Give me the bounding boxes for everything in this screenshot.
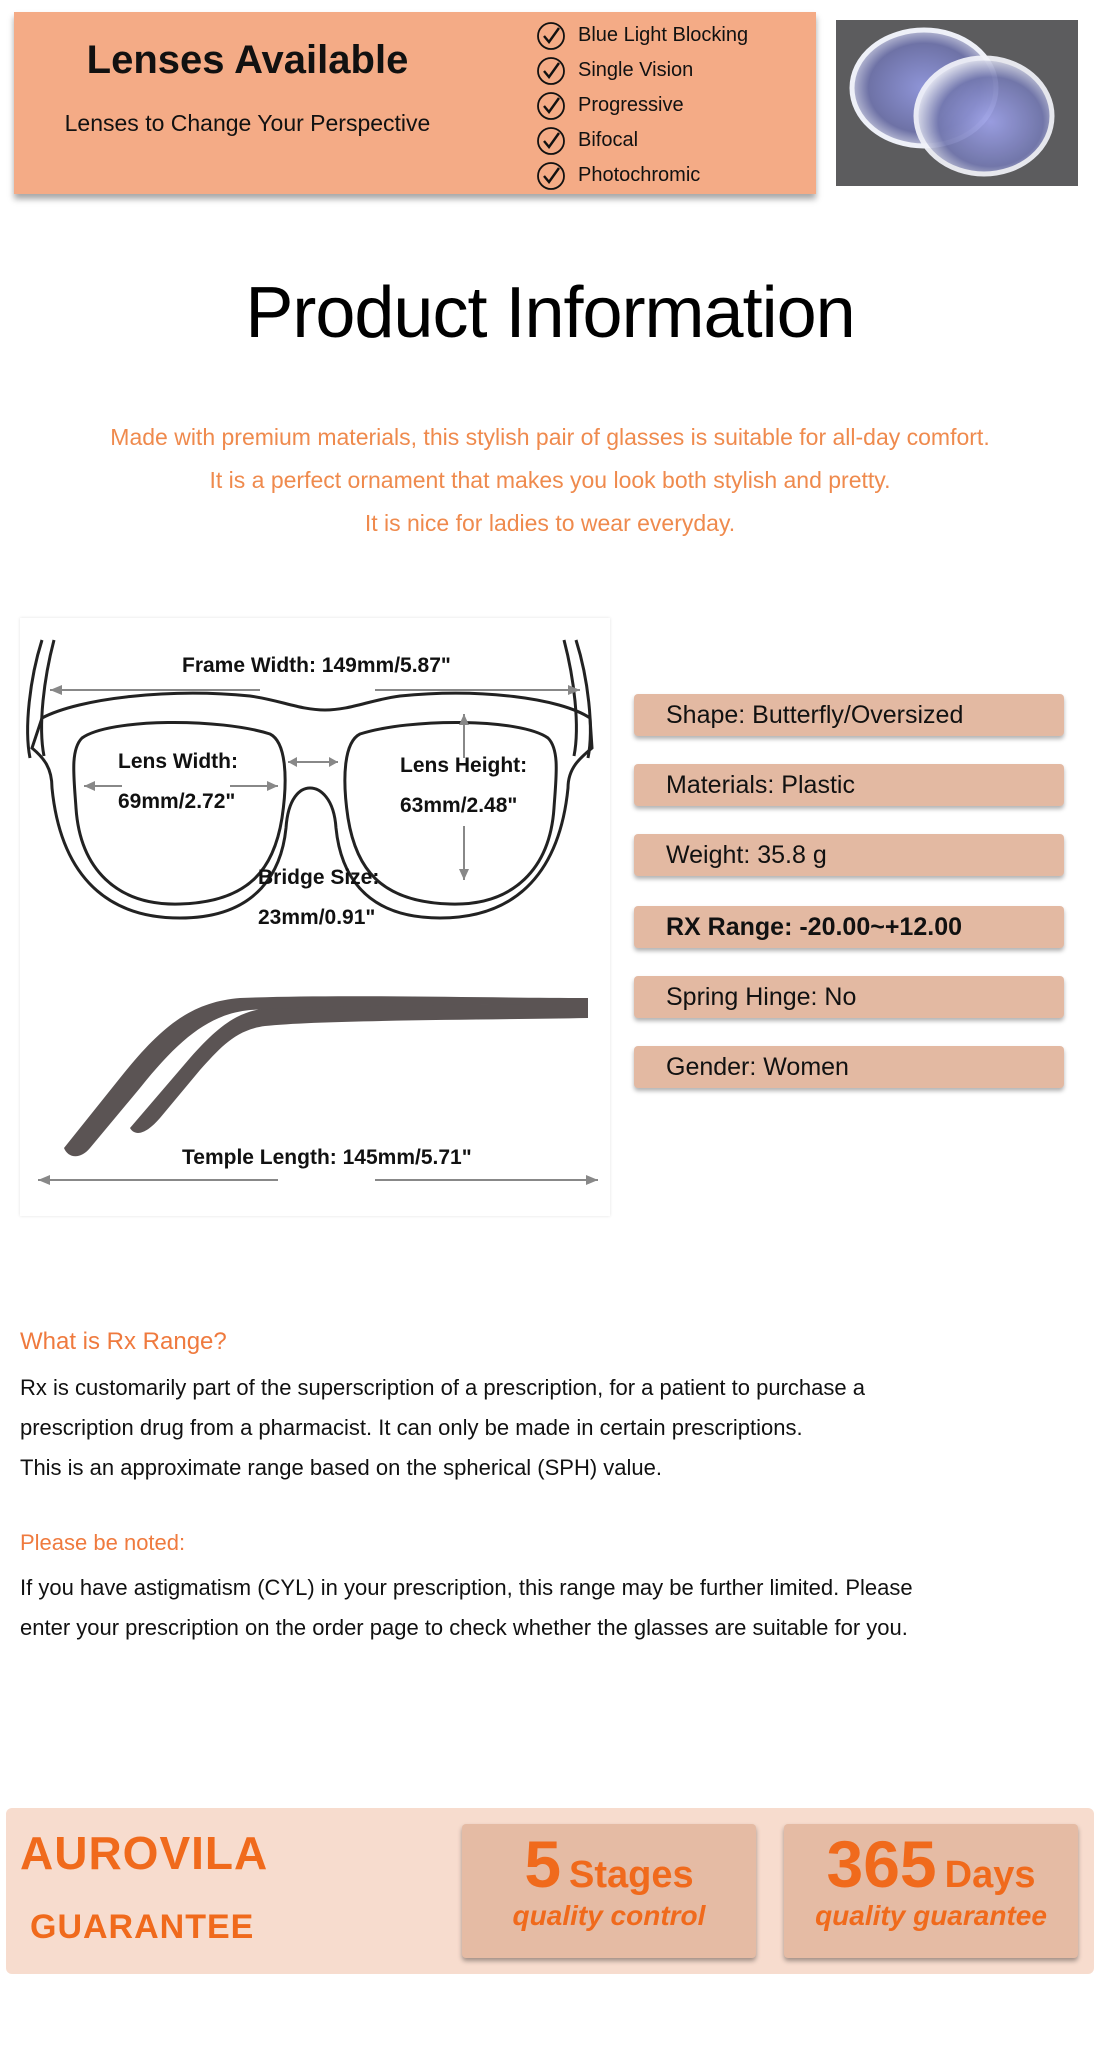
note-text	[20, 1568, 1060, 1648]
rx-line: prescription drug from a pharmacist. It can only be made in certain prescriptions.	[20, 1415, 803, 1440]
lens-width-label: Lens Width:	[118, 750, 238, 773]
lens-type-label: Photochromic	[578, 164, 701, 186]
lens-photo	[836, 20, 1078, 186]
note-heading	[20, 1530, 1060, 1556]
bridge-size-value: 23mm/0.91"	[258, 906, 376, 929]
note-line: If you have astigmatism (CYL) in your prescription, this range may be further limited. Please	[20, 1575, 913, 1600]
banner-title: Lenses Available	[86, 38, 409, 82]
quality-guarantee-badge	[784, 1824, 1078, 1958]
lens-type-item	[536, 53, 748, 88]
lens-type-item	[536, 88, 748, 123]
lens-type-item	[536, 18, 748, 53]
measurement-diagram	[20, 618, 610, 1216]
quality-guarantee-caption: quality guarantee	[815, 1900, 1047, 1931]
rx-line: Rx is customarily part of the superscription of a prescription, for a patient to purchase a	[20, 1375, 865, 1400]
spec-shape: Shape: Butterfly/Oversized	[634, 694, 1064, 736]
spec-rx-range: RX Range: -20.00~+12.00	[634, 906, 1064, 948]
description-line: It is nice for ladies to wear everyday.	[364, 510, 736, 536]
note-heading-text: Please be noted:	[20, 1530, 186, 1555]
rx-line: This is an approximate range based on the spherical (SPH) value.	[20, 1455, 663, 1480]
description-line: It is a perfect ornament that makes you look both stylish and pretty.	[209, 467, 891, 493]
checkmark-circle-icon	[536, 91, 566, 121]
lens-type-list	[536, 18, 748, 193]
stages-number: 5	[524, 1827, 562, 1901]
note-line: enter your prescription on the order page to check whether the glasses are suitable for you.	[20, 1615, 908, 1640]
lens-width-value: 69mm/2.72"	[118, 790, 236, 813]
bridge-size-label: Bridge Size:	[258, 866, 380, 889]
brand-name: AUROVILA	[20, 1827, 269, 1879]
banner-subtitle: Lenses to Change Your Perspective	[64, 110, 431, 136]
spec-spring-hinge: Spring Hinge: No	[634, 976, 1064, 1018]
spec-gender: Gender: Women	[634, 1046, 1064, 1088]
checkmark-circle-icon	[536, 21, 566, 51]
quality-control-badge	[462, 1824, 756, 1958]
checkmark-circle-icon	[536, 126, 566, 156]
days-unit: Days	[944, 1854, 1036, 1896]
quality-control-caption: quality control	[512, 1900, 706, 1931]
description-line: Made with premium materials, this stylish pair of glasses is suitable for all-day comfort.	[110, 424, 990, 450]
lens-type-item	[536, 123, 748, 158]
spec-materials: Materials: Plastic	[634, 764, 1064, 806]
checkmark-circle-icon	[536, 56, 566, 86]
rx-heading	[20, 1328, 1060, 1356]
lens-type-label: Blue Light Blocking	[578, 24, 749, 46]
frame-width-label: Frame Width: 149mm/5.87"	[182, 654, 451, 677]
lens-discs-image	[836, 20, 1078, 186]
guarantee-label: GUARANTEE	[30, 1908, 255, 1946]
lens-height-label: Lens Height:	[400, 754, 528, 777]
lens-type-label: Bifocal	[578, 129, 639, 151]
stages-unit: Stages	[569, 1854, 694, 1896]
rx-explanation	[20, 1368, 1060, 1488]
checkmark-circle-icon	[536, 161, 566, 191]
lens-type-label: Single Vision	[578, 59, 694, 81]
days-number: 365	[826, 1827, 937, 1901]
spec-weight: Weight: 35.8 g	[634, 834, 1064, 876]
lens-type-item	[536, 158, 748, 193]
temple-length-label: Temple Length: 145mm/5.71"	[182, 1146, 472, 1169]
lens-type-label: Progressive	[578, 94, 684, 116]
page-title: Product Information	[245, 273, 855, 353]
lens-height-value: 63mm/2.48"	[400, 794, 518, 817]
product-description	[0, 416, 1100, 545]
rx-heading-text: What is Rx Range?	[20, 1328, 227, 1355]
